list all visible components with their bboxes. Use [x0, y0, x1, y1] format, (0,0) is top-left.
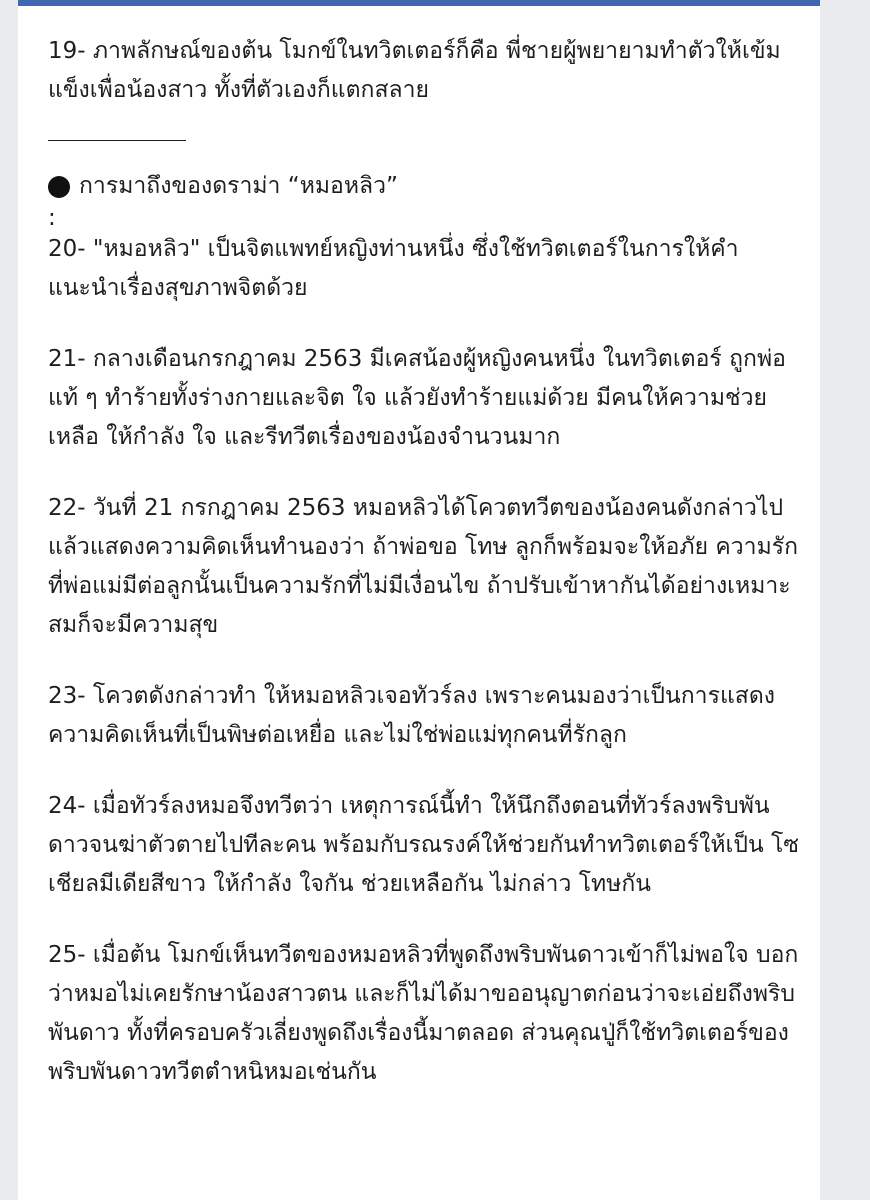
section-heading-text: การมาถึงของดราม่า “หมอหลิว”	[79, 173, 398, 199]
black-circle-icon	[48, 176, 70, 198]
paragraph-25: 25- เมื่อต้น โมกข์เห็นทวีตของหมอหลิวที่พูดถึงพริบพันดาวเข้าก็ไม่พอใจ บอกว่าหมอไม่เคยรักษาน้องสาวตน และก็ไม่ได้มาขออนุญาตก่อนว่าจะเอ่ยถึงพริบพันดาว ทั้งที่ครอบครัวเลี่ยงพูดถึงเรื่องนี้มาตลอด ส่วนคุณปู่ก็ใช้ทวิตเตอร์ของพริบพันดาวทวีตตำหนิหมอเช่นกัน	[48, 942, 799, 1085]
section-colon: :	[48, 205, 56, 231]
paragraph-20: 20- "หมอหลิว" เป็นจิตแพทย์หญิงท่านหนึ่ง ซึ่งใช้ทวิตเตอร์ในการให้คำแนะนำเรื่องสุขภาพจิตด้วย	[48, 236, 739, 301]
paragraph-19: 19- ภาพลักษณ์ของต้น โมกข์ในทวิตเตอร์ก็คือ พี่ชายผู้พยายามทำตัวให้เข้มแข็งเพื่อน้องสาว ทั้งที่ตัวเองก็แตกสลาย	[48, 38, 781, 103]
paragraph-21: 21- กลางเดือนกรกฎาคม 2563 มีเคสน้องผู้หญิงคนหนึ่ง ในทวิตเตอร์ ถูกพ่อแท้ ๆ ทำร้ายทั้งร่างกายและจิต ใจ แล้วยังทำร้ายแม่ด้วย มีคนให้ความช่วยเหลือ ให้กำลัง ใจ และรีทวีตเรื่องของน้องจำนวนมาก	[48, 346, 786, 450]
left-gutter	[0, 0, 18, 1200]
section-heading	[48, 167, 804, 206]
paragraph-23: 23- โควตดังกล่าวทำ ให้หมอหลิวเจอทัวร์ลง เพราะคนมองว่าเป็นการแสดงความคิดเห็นที่เป็นพิษต่อเหยื่อ และไม่ใช่พ่อแม่ทุกคนที่รักลูก	[48, 683, 775, 748]
paragraph-22: 22- วันที่ 21 กรกฎาคม 2563 หมอหลิวได้โควตทวีตของน้องคนดังกล่าวไป แล้วแสดงความคิดเห็นทำนองว่า ถ้าพ่อขอ โทษ ลูกก็พร้อมจะให้อภัย ความรักที่พ่อแม่มีต่อลูกนั้นเป็นความรักที่ไม่มีเงื่อนไข ถ้าปรับเข้าหากันได้อย่างเหมาะสมก็จะมีความสุข	[48, 495, 799, 638]
paragraph-24: 24- เมื่อทัวร์ลงหมอจึงทวีตว่า เหตุการณ์นี้ทำ ให้นึกถึงตอนที่ทัวร์ลงพริบพันดาวจนฆ่าตัวตายไปทีละคน พร้อมกับรณรงค์ให้ช่วยกันทำทวิตเตอร์ให้เป็น โซเชียลมีเดียสีขาว ให้กำลัง ใจกัน ช่วยเหลือกัน ไม่กล่าว โทษกัน	[48, 793, 799, 897]
post-text-card	[18, 6, 820, 1200]
right-gutter	[820, 0, 870, 1200]
divider-line	[48, 140, 186, 141]
